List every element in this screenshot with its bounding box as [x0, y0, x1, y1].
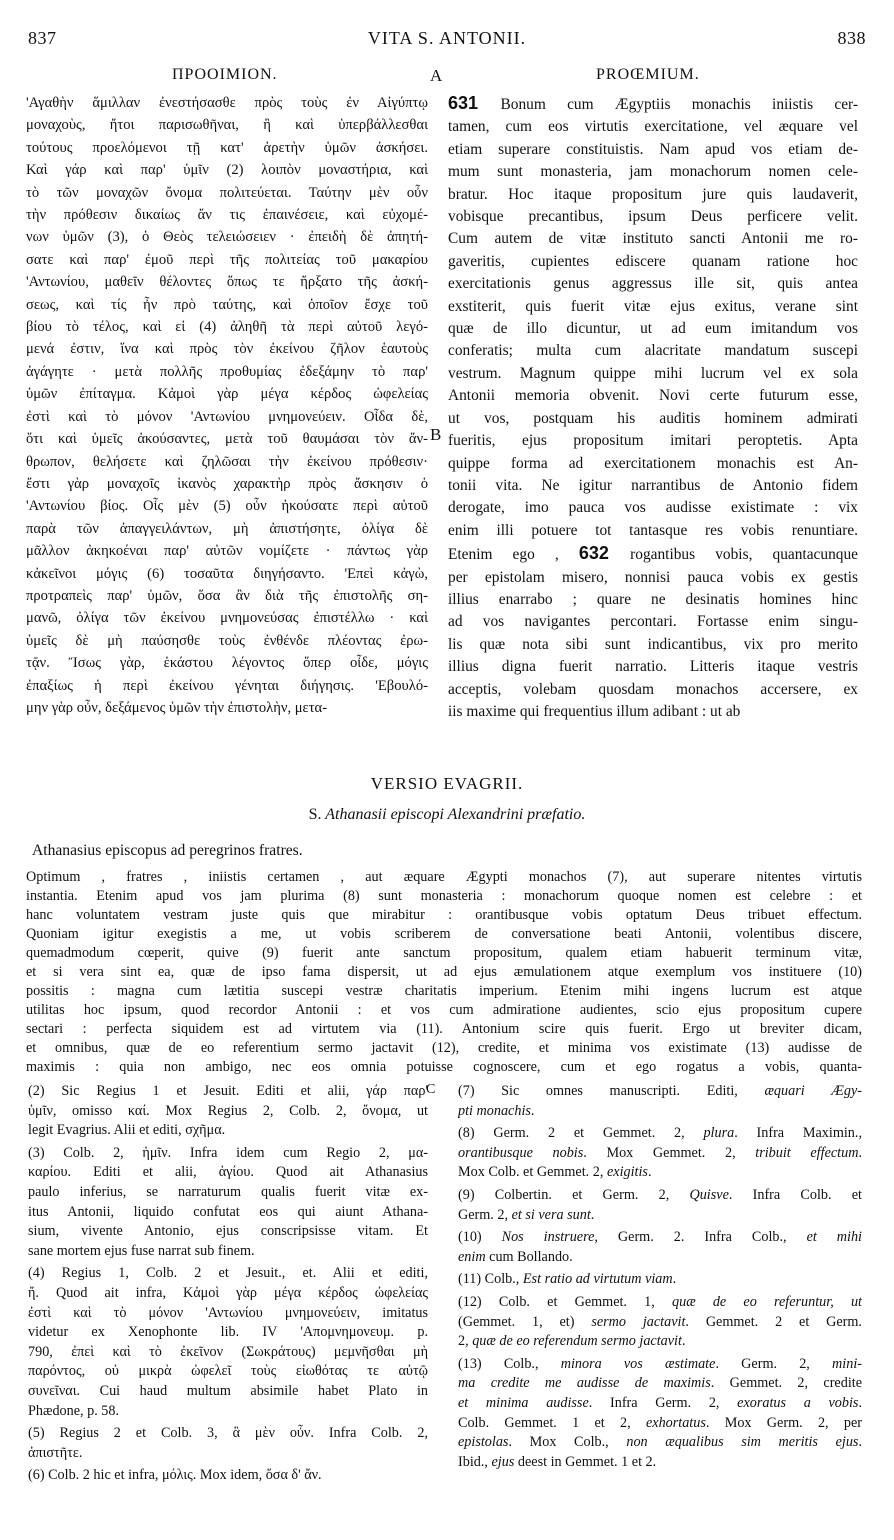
footnote-line: (8) Germ. 2 et Gemmet. 2, plura. Infra Maximin., — [458, 1125, 862, 1142]
footnote-line: Germ. 2, et si vera sunt. — [458, 1206, 595, 1223]
footnote-line: videtur ex Xenophonte lib. IV 'Απομνημονευμ. p. — [28, 1324, 428, 1341]
evagrius-subtitle — [0, 806, 894, 824]
footnote-line: enim cum Bollando. — [458, 1248, 573, 1265]
footnote-line: (3) Colb. 2, ἡμῖν. Infra idem cum Regio 2, μα- — [28, 1144, 428, 1161]
running-title: VITA S. ANTONII. — [367, 28, 527, 48]
greek-text-line: θρωπον, θελήσετε καὶ ζηλῶσαι τὴν ἐκείνου πρόθεσιν· — [26, 453, 428, 470]
footnote-line: ma credite me audisse de maximis. Gemmet. 2, credite — [458, 1375, 862, 1392]
greek-text-line: ἐπαξίως ἡ περὶ ἐκείνου γένηται διήγησις. 'Εβουλό- — [26, 677, 428, 694]
footnote-line: legit Evagrius. Alii et editi, σχῆμα. — [28, 1122, 226, 1139]
evagrius-text-line: quemadmodum cœperit, quive (9) fuerit ante sanctum propositum, qualem etiam habuerit terminum vitæ, — [26, 945, 862, 961]
evagrius-text-line: et omnibus, quæ de eo referentium sermo jactavit (12), credite, et minima vos existimate (13) audisse de — [26, 1040, 862, 1056]
greek-text-line: προτραπεὶς παρ' ὑμῶν, ὅσα ἂν διὰ τῆς ἐπιστολῆς ση- — [26, 587, 428, 604]
margin-marker-a: A — [430, 66, 444, 85]
footnotes-left — [28, 1082, 428, 1486]
greek-text-line: σεως, καὶ τίς ἦν πρὸ ταύτης, καὶ ὁποῖον ἔσχε τοῦ — [26, 296, 428, 313]
evagrius-subtitle-s: S. — [308, 806, 322, 823]
latin-text-line: tonii vita. Ne igitur narrantibus de Antonio fidem — [448, 476, 858, 494]
latin-text-line: Antonii memoria obvenit. Novi certe futurum esse, — [448, 387, 858, 405]
latin-text-line: ut vos, postquam his auditis hominem admirati — [448, 409, 858, 427]
greek-text-line: τούτους προελόμενοι τῇ κατ' ἀρετὴν ὑμῶν ἀσκήσει. — [26, 139, 428, 156]
footnote-line: sane mortem ejus fuse narrat sub finem. — [28, 1242, 255, 1259]
greek-text-line: κἀκεῖνοι μόγις (6) τοσαῦτα διηγήσαντο. 'Επεὶ κἀγὼ, — [26, 565, 428, 582]
footnote-line: (12) Colb. et Gemmet. 1, quæ de eo referuntur, ut — [458, 1293, 862, 1310]
latin-text-line: exercitationis genus aggressus ille sit, quis antea — [448, 275, 858, 293]
greek-text-line: τὸ τῶν μοναχῶν ὄνομα πολιτεύεται. Ταύτην μὲν οὖν — [26, 184, 428, 201]
greek-text-line: τὴν πρόθεσιν δικαίως ἄν τις ἐπαινέσειε, καὶ εὐχομέ- — [26, 207, 428, 224]
footnote-line: et minima audisse. Infra Germ. 2, exoratus a vobis. — [458, 1394, 862, 1411]
greek-text-line: μενά ἐστιν, ἵνα καὶ πρὸς τὸν ἐκείνου ζῆλον ἑαυτοὺς — [26, 341, 428, 358]
greek-text-line: μᾶλλον ἀκηκοέναι παρ' αὐτῶν νομίζετε · πάντως γὰρ — [26, 543, 428, 560]
evagrius-text — [26, 868, 862, 1077]
evagrius-text-line: maximis : quia non ambigo, nec eos omnia potuisse cognoscere, cum et ego rogatus a vobis, quanta- — [26, 1059, 862, 1075]
margin-marker-c: C — [426, 1082, 436, 1097]
latin-text-line: conferatis; multa cum alacritate mandatum suscepi — [448, 342, 858, 360]
evagrius-text-line: sectari : perfecta siquidem est ad virtutem via (11). Antonium scire quis fuerit. Ergo ut breviter dicam, — [26, 1021, 862, 1037]
page-number-left: 837 — [28, 28, 57, 48]
latin-text-line: fueritis, ejus propositum imitari peroptetis. Apta — [448, 432, 858, 450]
greek-text-line: παρὰ τῶν ἀπαγγειλάντων, μὴ ἀπιστήσητε, ὀλίγα δὲ — [26, 520, 428, 537]
greek-text-line: ἐστὶ καὶ τὸ μόνον 'Αντωνίου μνημονεύειν. Οἶδα δὲ, — [26, 408, 428, 425]
footnote-line: (2) Sic Regius 1 et Jesuit. Editi et alii, γάρ παρ' — [28, 1083, 428, 1099]
greek-text-line: βίου τὸ τέλος, καὶ εἰ (4) ἀληθῆ τὰ περὶ αὐτοῦ λεγό- — [26, 319, 428, 336]
evagrius-text-line: Quoniam igitur exegistis a me, ut vobis scriberem de conversatione beati Antonii, volentibus discere, — [26, 926, 862, 942]
section-number-631: 631 — [448, 93, 501, 113]
footnote-line: παρόντος, οὐ μικρὰ ὠφελεῖ τοὺς εἰωθότας τε αὐτῷ — [28, 1363, 428, 1380]
latin-text-line: per epistolam misero, nonnisi pauca vobis ex gestis — [448, 568, 858, 586]
latin-text-line: vestrum. Magnum quippe mihi lucrum vel ex sola — [448, 364, 858, 382]
footnote-line: (5) Regius 2 et Colb. 3, ἃ μὲν οὖν. Infra Colb. 2, — [28, 1425, 428, 1442]
evagrius-subtitle-text: Athanasii episcopi Alexandrini præfatio. — [325, 806, 586, 823]
latin-text-line: quæ de illo dicuntur, ut ad eum imitandum vos — [448, 320, 858, 338]
margin-marker-b: B — [430, 425, 442, 444]
greek-text-line: σατε καὶ παρ' ἐμοῦ περὶ τῆς πολιτείας τοῦ μακαρίου — [26, 251, 428, 268]
footnote-line: 790, ἐπεὶ καὶ τὸ ἐκεῖνον (Σωκράτους) μεμνῆσθαι μὴ — [28, 1343, 428, 1360]
greek-text-line: μανῶ, ὀλίγα τῶν ἐκείνου μνημονεύσας ἐπιστέλλω · καὶ — [26, 610, 428, 627]
greek-text-line: ὑμεῖς δὲ μὴ παύσησθε τοὺς ἐνθένδε πλέοντας ἐρω- — [26, 632, 428, 649]
footnote-line: paulo inferius, se narraturum qualis fuerit vitæ ex- — [28, 1183, 428, 1200]
greek-text-line: 'Αντωνίου, μαθεῖν θέλοντες ὅπως τε ἤρξατο τῆς ἀσκή- — [26, 274, 428, 291]
latin-line-text: Etenim ego , — [448, 546, 579, 564]
evagrius-text-line: possitis : magna cum lætitia suscepi vestræ charitatis imperium. Etenim mihi ingens lucrum est atque — [26, 983, 862, 999]
latin-text-line: enim illi potuere tot tantasque res vobis renuntiare. — [448, 521, 858, 539]
latin-text-line: illius digna fuerit narratio. Litteris itaque vestris — [448, 658, 858, 676]
latin-text-line: ad vos navigantes percontari. Fortasse enim singu- — [448, 613, 858, 631]
latin-text-line: quippe forma ad exercitationem monachis est An- — [448, 454, 858, 472]
greek-text-line: μοναχοὺς, ἤτοι παρισωθῆναι, ἢ καὶ ὑπερβάλλεσθαι — [26, 117, 428, 134]
footnote-line: (13) Colb., minora vos æstimate. Germ. 2, mini- — [458, 1355, 862, 1372]
footnote-line: Colb. Gemmet. 1 et 2, exhortatus. Mox Germ. 2, per — [458, 1414, 862, 1431]
footnote-line: (11) Colb., Est ratio ad virtutum viam. — [458, 1271, 677, 1288]
evagrius-text-line: hanc voluntatem vestram juste quis que mirabitur : orantibusque vobis optatum Deus tribuet effectum. — [26, 907, 862, 923]
greek-title: ΠΡΟΟΙΜΙΟΝ. — [172, 66, 278, 83]
footnotes-right — [458, 1082, 862, 1472]
evagrius-text-line: Optimum , fratres , iniistis certamen , aut æquare Ægypti monachos (7), aut superare nitentes virtutis — [26, 869, 862, 885]
latin-text-line: lis quæ nota sibi sunt indicantibus, vix pro merito — [448, 635, 858, 653]
footnote-line: Phædone, p. 58. — [28, 1402, 120, 1419]
footnote-line: 2, quæ de eo referendum sermo jactavit. — [458, 1333, 686, 1350]
greek-text-line: 'Αντωνίου βίος. Οἷς μὲν (5) οὖν ἠκούσατε περὶ αὐτοῦ — [26, 498, 428, 515]
greek-text-line: ἔστι γὰρ μοναχοῖς ἱκανὸς χαρακτὴρ πρὸς ἄσκησιν ὁ — [26, 475, 428, 492]
evagrius-text-line: utilitas hoc ipsum, quod recordor Antonii : et vos cum admiratione audientes, scio ejus propositum cupere — [26, 1002, 862, 1018]
latin-text-line: acceptis, volebam quosdam monachos accersere, ex — [448, 680, 858, 698]
greek-text-line: ὑμῶν ἐπίταγμα. Κἀμοὶ γὰρ μέγα κέρδος ὠφελείας — [26, 386, 428, 403]
evagrius-address: Athanasius episcopus ad peregrinos fratres. — [32, 842, 303, 859]
greek-text-line: 'Αγαθὴν ἅμιλλαν ἐνεστήσασθε πρὸς τοὺς ἐν Αἰγύπτῳ — [26, 95, 428, 111]
footnote-line: καρίου. Editi et alii, ἁγίου. Quod ait Athanasius — [28, 1164, 428, 1181]
footnote-line: (4) Regius 1, Colb. 2 et Jesuit., et. Alii et editi, — [28, 1265, 428, 1282]
latin-text-line: exstiterit, quis fuerit vitæ ejus exitus, verane sint — [448, 297, 858, 315]
greek-text-line: ὅτι καὶ ὑμεῖς ἀκούσαντες, μετὰ τοῦ θαυμάσαι τὸν ἄν- — [26, 431, 428, 448]
footnote-line: (7) Sic omnes manuscripti. Editi, æquari Ægy- — [458, 1083, 862, 1099]
footnote-line: (6) Colb. 2 hic et infra, μόλις. Mox idem, ὅσα δ' ἄν. — [28, 1467, 322, 1484]
footnote-line: ὑμῖν, omisso καί. Mox Regius 2, Colb. 2, ὄνομα, ut — [28, 1102, 428, 1119]
section-number-632: 632 — [578, 543, 631, 564]
latin-text-line — [448, 542, 858, 566]
latin-text-line: etiam superare constituistis. Nam apud vos etiam de- — [448, 140, 858, 158]
footnote-line: Mox Colb. et Gemmet. 2, exigitis. — [458, 1164, 652, 1181]
greek-text-line: ἀγάγητε · μετὰ πολλῆς προθυμίας ἐδεξάμην τὸ παρ' — [26, 363, 428, 380]
footnote-line: ἐστὶ καὶ τὸ μόνον 'Αντωνίου μνημονεύειν, imitatus — [28, 1304, 428, 1321]
latin-text-column — [448, 92, 858, 723]
latin-title: PROŒMIUM. — [596, 66, 700, 83]
footnote-line: συνεῖναι. Cui haud multum absimile habet Plato in — [28, 1382, 428, 1399]
latin-text-line: bratur. Hoc itaque propositum jure quis laudaverit, — [448, 185, 858, 203]
footnote-line: (Gemmet. 1, et) sermo jactavit. Gemmet. 2 et Germ. — [458, 1313, 862, 1330]
latin-text-line: tamen, cum eos virtutis exercitatione, vel æquare vel — [448, 118, 858, 136]
footnote-line: Ibid., ejus deest in Gemmet. 1 et 2. — [458, 1453, 657, 1470]
latin-text-line: vobisque precantibus, ipsum Deus perficere velit. — [448, 208, 858, 226]
footnote-line: sium, vivente Antonio, ejus conscripsisse vitam. Et — [28, 1223, 428, 1240]
latin-line-text: Bonum cum Ægyptiis monachis iniistis cer- — [500, 96, 858, 113]
evagrius-title: VERSIO EVAGRII. — [370, 774, 524, 793]
latin-text-line: iis maxime qui frequentius illum adibant : ut ab — [448, 702, 741, 720]
latin-text-line: mum sunt monasteria, jam monachorum nomen cele- — [448, 163, 858, 181]
latin-text-line — [448, 92, 858, 116]
latin-line-text: rogantibus vobis, quantacunque — [630, 546, 858, 564]
greek-text-line: νων ὑμῶν (3), ὁ Θεὸς τελειώσειεν · ἐπειδὴ δὲ ἀπητή- — [26, 229, 428, 246]
greek-text-line: Καὶ γάρ καὶ παρ' ὑμῖν (2) λοιπὸν μοναστήρια, καὶ — [26, 162, 428, 179]
footnote-line: pti monachis. — [458, 1102, 535, 1119]
evagrius-text-line: instantia. Etenim apud vos jam plurima (8) sunt monasteria : monachorum quoque nomen est celebre : et — [26, 888, 862, 904]
greek-text-column — [26, 92, 428, 719]
footnote-line: orantibusque nobis. Mox Gemmet. 2, tribuit effectum. — [458, 1144, 862, 1161]
latin-text-line: Cum autem de vitæ instituto sancti Antonii me ro- — [448, 230, 858, 248]
footnote-line: ἤ. Quod ait infra, Κἀμοὶ γὰρ μέγα κέρδος ὠφελείας — [28, 1284, 428, 1301]
greek-text-line: μην γὰρ οὖν, δεξάμενος ὑμῶν τὴν ἐπιστολὴν, μετα- — [26, 699, 328, 716]
footnote-line: itus Antonii, liquido confutat eos qui aiunt Athana- — [28, 1203, 428, 1220]
latin-text-line: gaveritis, cupientes ediscere quanam ratione hoc — [448, 252, 858, 270]
footnote-line: (9) Colbertin. et Germ. 2, Quisve. Infra Colb. et — [458, 1186, 862, 1203]
latin-text-line: illius enarrabo ; quare ne desinatis homines hinc — [448, 590, 858, 608]
greek-text-line: τᾷν. Ἴσως γὰρ, ἑκάστου λέγοντος ὅπερ οἶδε, μόγις — [26, 655, 428, 672]
footnote-line: epistolas. Mox Colb., non æqualibus sim meritis ejus. — [458, 1434, 862, 1451]
latin-text-line: derogate, imo pauca vos audisse existimate : vix — [448, 499, 858, 517]
evagrius-text-line: et si vera sint ea, quæ de ipso fama dispersit, ut ad ejus æmulationem atque exemplum vos instituere (10) — [26, 964, 862, 980]
footnote-line: (10) Nos instruere, Germ. 2. Infra Colb., et mihi — [458, 1229, 862, 1246]
footnote-line: ἀπιστῆτε. — [28, 1444, 83, 1461]
page-number-right: 838 — [837, 28, 866, 48]
